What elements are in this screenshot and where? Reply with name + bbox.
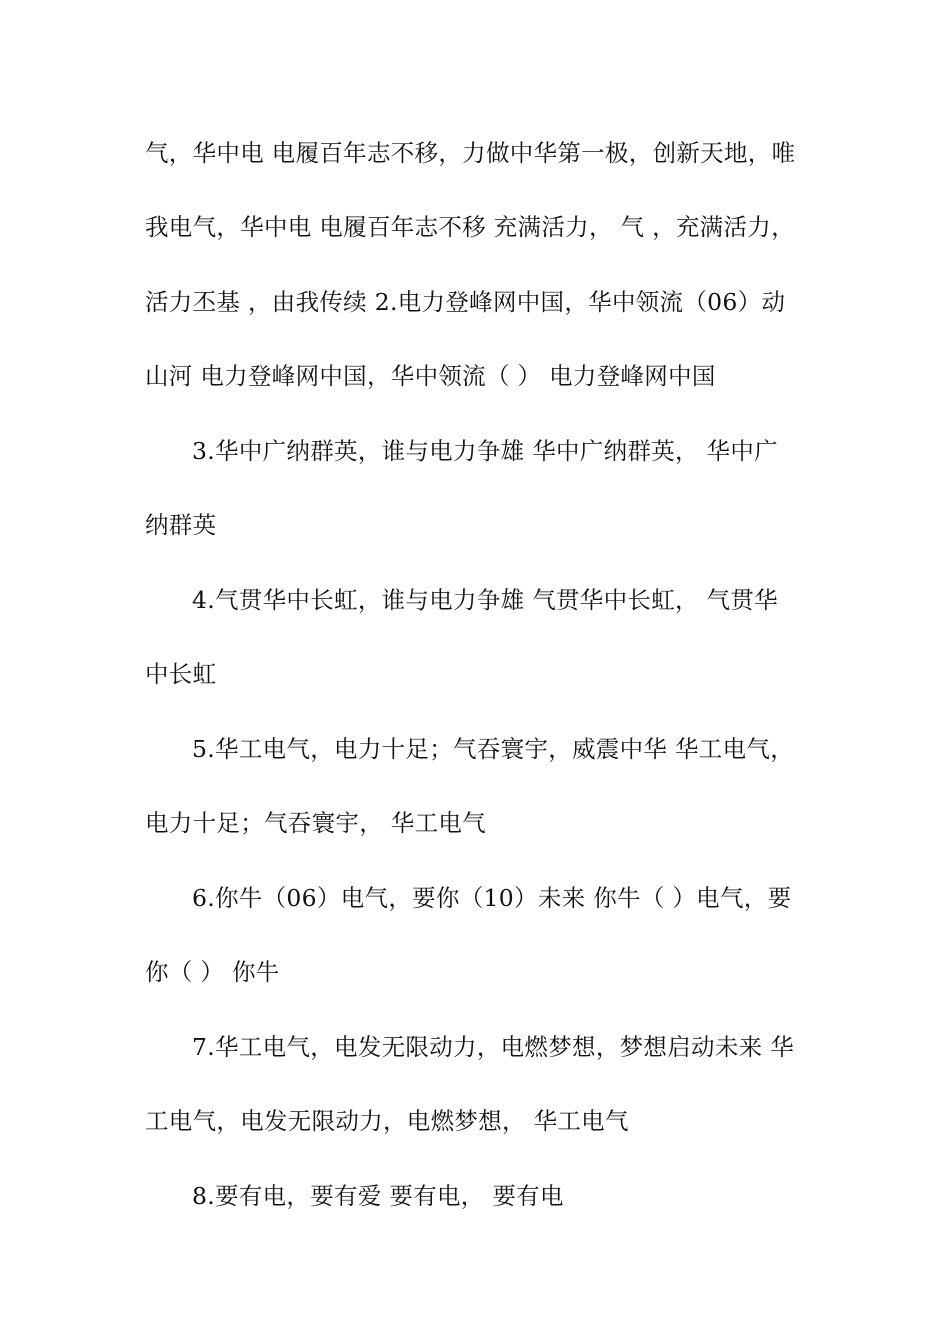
text-line: 6.你牛（06）电气，要你（10）未来 你牛（ ）电气，要 <box>192 884 792 912</box>
text-line: 5.华工电气，电力十足；气吞寰宇，威震中华 华工电气， <box>192 735 794 763</box>
text-line: 活力丕基 ，由我传续 2.电力登峰网中国，华中领流（06）动 <box>145 288 786 316</box>
text-line: 工电气，电发无限动力，电燃梦想， 华工电气 <box>145 1107 629 1135</box>
text-line: 山河 电力登峰网中国，华中领流（ ） 电力登峰网中国 <box>145 362 716 390</box>
text-line: 我电气，华中电 电履百年志不移 充满活力， 气 ，充满活力， <box>145 213 795 241</box>
text-line: 3.华中广纳群英，谁与电力争雄 华中广纳群英， 华中广 <box>192 437 778 465</box>
text-line: 中长虹 <box>145 660 217 688</box>
text-line: 纳群英 <box>145 511 217 539</box>
text-line: 7.华工电气，电发无限动力，电燃梦想，梦想启动未来 华 <box>192 1033 794 1061</box>
text-line: 电力十足；气吞寰宇， 华工电气 <box>145 809 486 837</box>
text-line: 你（ ） 你牛 <box>145 958 280 986</box>
text-line: 8.要有电，要有爱 要有电， 要有电 <box>192 1182 564 1210</box>
text-line: 气，华中电 电履百年志不移，力做中华第一极，创新天地，唯 <box>145 139 796 167</box>
text-line: 4.气贯华中长虹，谁与电力争雄 气贯华中长虹， 气贯华 <box>192 586 778 614</box>
